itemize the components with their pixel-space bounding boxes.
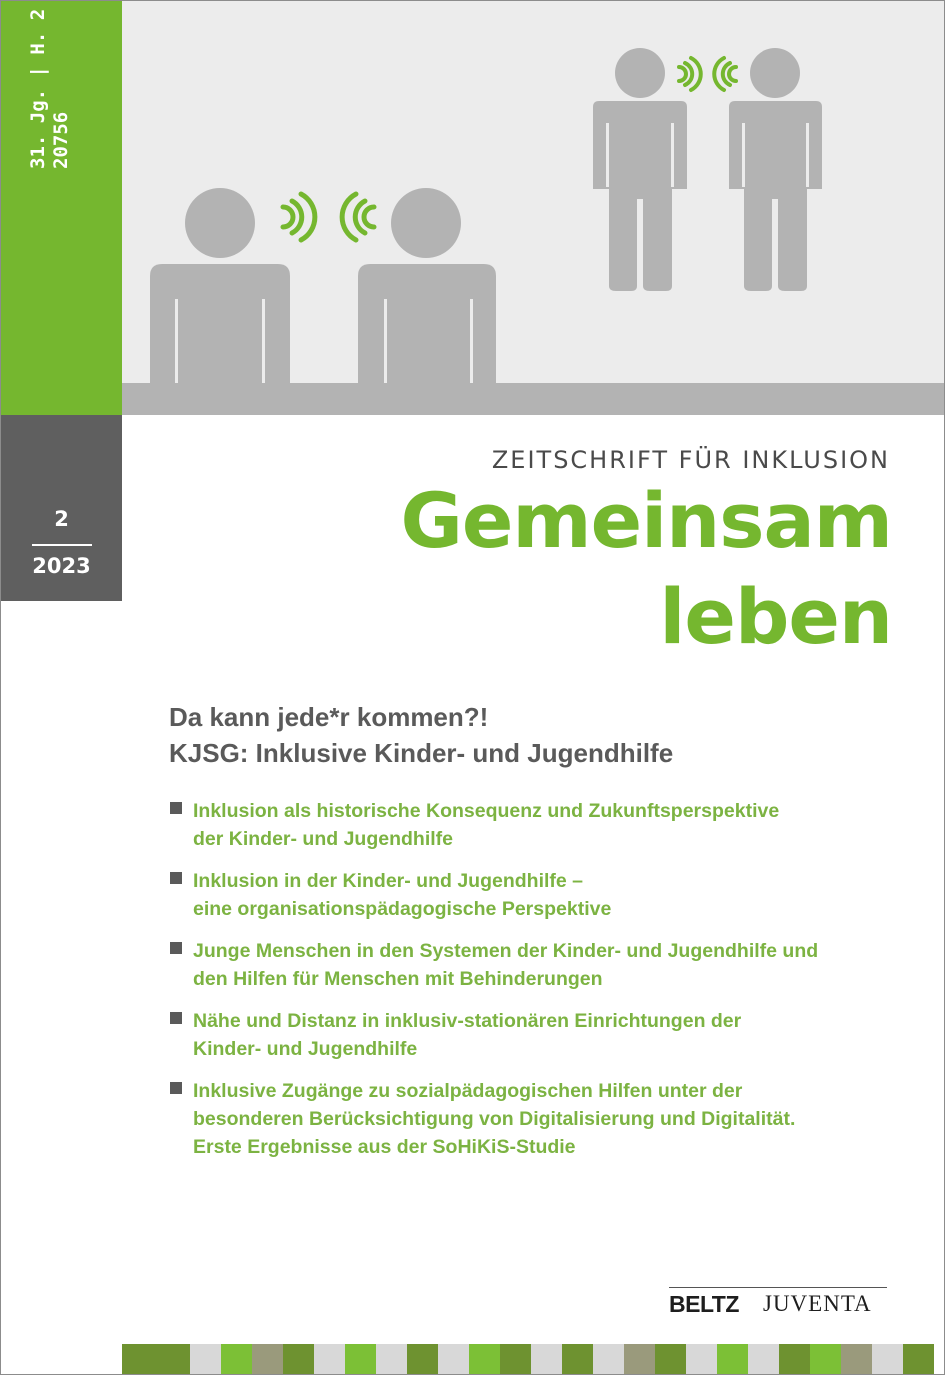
stripe-segment xyxy=(407,1344,438,1375)
journal-title xyxy=(400,473,892,665)
person-icon xyxy=(150,188,290,383)
person-icon xyxy=(358,188,496,383)
square-bullet-icon xyxy=(170,802,182,814)
stripe-segment xyxy=(562,1344,593,1375)
issue-headline xyxy=(169,699,673,771)
article-title: Inklusion als historische Konsequenz und Zukunftsperspektive der Kinder- und Jugendhilfe xyxy=(193,800,780,850)
stripe-segment xyxy=(190,1344,221,1375)
person-icon xyxy=(729,48,822,291)
stripe-segment xyxy=(686,1344,717,1375)
stripe-segment xyxy=(841,1344,872,1375)
title-line-1: Gemeinsam xyxy=(400,476,892,565)
list-item xyxy=(169,1077,889,1161)
stripe-segment xyxy=(531,1344,562,1375)
stripe-segment xyxy=(438,1344,469,1375)
article-title: Nähe und Distanz in inklusiv-stationären Einrichtungen der Kinder- und Jugendhilfe xyxy=(193,1010,742,1060)
stripe-segment xyxy=(283,1344,314,1375)
article-title: Junge Menschen in den Systemen der Kinder- und Jugendhilfe und den Hilfen für Menschen mit Behinderungen xyxy=(193,940,819,990)
issue-year: 2023 xyxy=(32,554,91,578)
publisher-juventa: JUVENTA xyxy=(763,1291,872,1316)
publisher-beltz: BELTZ xyxy=(669,1291,739,1317)
stripe-segment xyxy=(500,1344,531,1375)
stripe-segment xyxy=(810,1344,841,1375)
issn-label: 20756 xyxy=(50,111,72,169)
list-item xyxy=(169,937,889,993)
stripe-segment xyxy=(872,1344,903,1375)
conversation-illustration xyxy=(122,1,945,415)
sound-wave-icon xyxy=(283,194,315,240)
sound-wave-icon xyxy=(679,58,701,90)
journal-subtitle: ZEITSCHRIFT FÜR INKLUSION xyxy=(491,446,890,474)
square-bullet-icon xyxy=(170,872,182,884)
title-line-2: leben xyxy=(659,572,892,661)
stripe-segment xyxy=(122,1344,190,1375)
list-item xyxy=(169,867,889,923)
article-title: Inklusive Zugänge zu sozialpädagogischen Hilfen unter der besonderen Berücksichtigung von Digitalisierung und Digitalität. Erste Ergebnisse aus der SoHiKiS-Studie xyxy=(193,1080,796,1158)
article-title: Inklusion in der Kinder- und Jugendhilfe – eine organisationspädagogische Perspektive xyxy=(193,870,612,920)
list-item xyxy=(169,797,889,853)
square-bullet-icon xyxy=(170,1012,182,1024)
volume-sidebar xyxy=(1,1,122,415)
stripe-segment xyxy=(221,1344,252,1375)
volume-label: 31. Jg. | H. 2 xyxy=(27,8,49,169)
table-shape xyxy=(122,383,945,415)
square-bullet-icon xyxy=(170,942,182,954)
stripe-segment xyxy=(903,1344,934,1375)
stripe-segment xyxy=(624,1344,655,1375)
stripe-segment xyxy=(252,1344,283,1375)
list-item xyxy=(169,1007,889,1063)
stripe-segment xyxy=(655,1344,686,1375)
headline-line-2: KJSG: Inklusive Kinder- und Jugendhilfe xyxy=(169,738,674,768)
issue-divider xyxy=(32,544,92,546)
headline-line-1: Da kann jede*r kommen?! xyxy=(169,702,489,732)
stripe-segment xyxy=(717,1344,748,1375)
person-icon xyxy=(593,48,687,291)
volume-info xyxy=(27,8,73,169)
logo-rule xyxy=(669,1287,887,1288)
square-bullet-icon xyxy=(170,1082,182,1094)
stripe-segment xyxy=(748,1344,779,1375)
stripe-segment xyxy=(469,1344,500,1375)
sound-wave-icon xyxy=(342,194,374,240)
issue-number: 2 xyxy=(54,507,69,531)
stripe-segment xyxy=(376,1344,407,1375)
stripe-segment xyxy=(779,1344,810,1375)
stripe-segment xyxy=(345,1344,376,1375)
sound-wave-icon xyxy=(714,58,736,90)
article-list xyxy=(169,797,889,1175)
issue-box xyxy=(1,415,122,601)
color-stripe xyxy=(122,1344,945,1375)
stripe-segment xyxy=(314,1344,345,1375)
stripe-segment xyxy=(593,1344,624,1375)
